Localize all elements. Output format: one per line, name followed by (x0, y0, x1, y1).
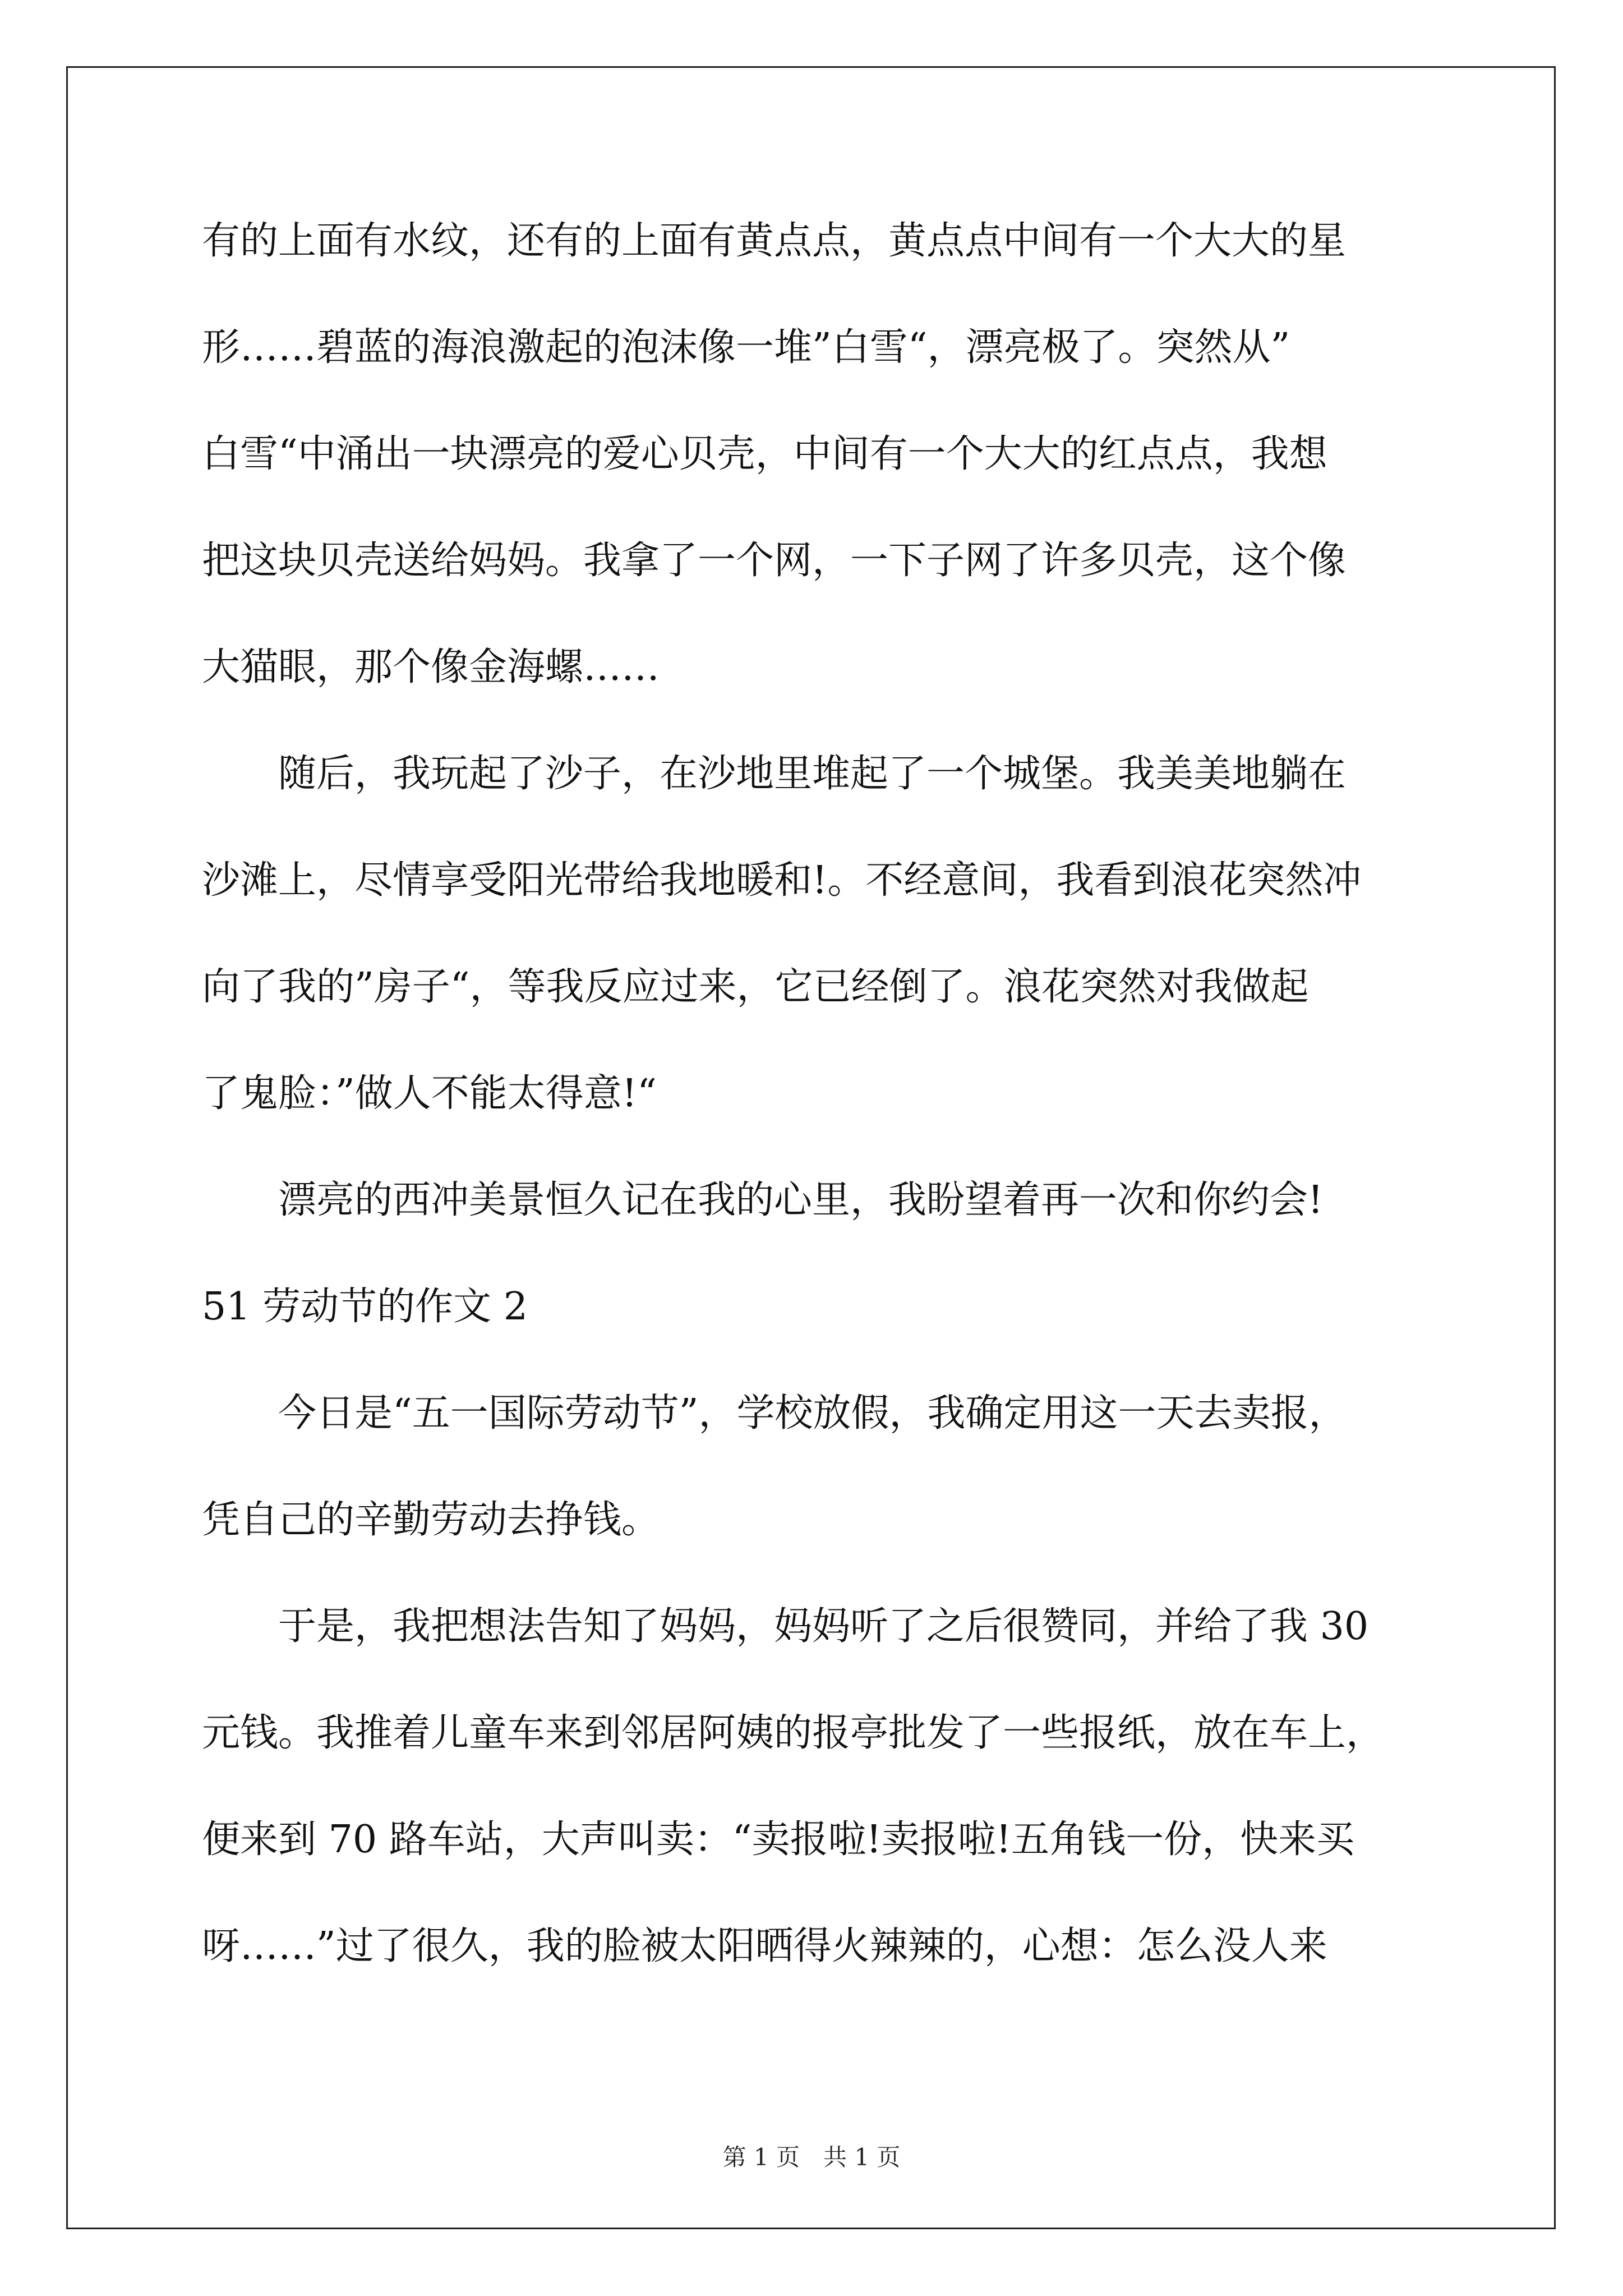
text-line: 形……碧蓝的海浪激起的泡沫像一堆”白雪“，漂亮极了。突然从” (202, 325, 1290, 370)
text-line: 凭自己的辛勤劳动去挣钱。 (202, 1498, 660, 1542)
page-border (66, 66, 1556, 2229)
text-line: 沙滩上，尽情享受阳光带给我地暖和!。不经意间，我看到浪花突然冲 (202, 858, 1362, 903)
text-line: 便来到 70 路车站，大声叫卖：“卖报啦!卖报啦!五角钱一份，快来买 (202, 1818, 1355, 1862)
text-line: 漂亮的西冲美景恒久记在我的心里，我盼望着再一次和你约会! (202, 1178, 1324, 1222)
page-number-footer: 第 1 页 共 1 页 (722, 2143, 901, 2171)
text-line: 元钱。我推着儿童车来到邻居阿姨的报亭批发了一些报纸，放在车上， (202, 1711, 1385, 1755)
text-line: 向了我的”房子“，等我反应过来，它已经倒了。浪花突然对我做起 (202, 965, 1309, 1009)
text-line: 白雪“中涌出一块漂亮的爱心贝壳，中间有一个大大的红点点，我想 (202, 432, 1327, 476)
text-line: 呀……”过了很久，我的脸被太阳晒得火辣辣的，心想：怎么没人来 (202, 1924, 1327, 1968)
text-line: 把这块贝壳送给妈妈。我拿了一个网，一下子网了许多贝壳，这个像 (202, 539, 1347, 583)
text-line: 大猫眼，那个像金海螺…… (202, 645, 660, 689)
text-line: 了鬼脸：”做人不能太得意!“ (202, 1071, 657, 1116)
text-line: 于是，我把想法告知了妈妈，妈妈听了之后很赞同，并给了我 30 (202, 1604, 1369, 1649)
text-line: 有的上面有水纹，还有的上面有黄点点，黄点点中间有一个大大的星 (202, 219, 1347, 263)
text-line: 今日是“五一国际劳动节”，学校放假，我确定用这一天去卖报， (202, 1391, 1347, 1435)
section-heading: 51 劳动节的作文 2 (202, 1285, 528, 1329)
text-line: 随后，我玩起了沙子，在沙地里堆起了一个城堡。我美美地躺在 (202, 752, 1347, 796)
